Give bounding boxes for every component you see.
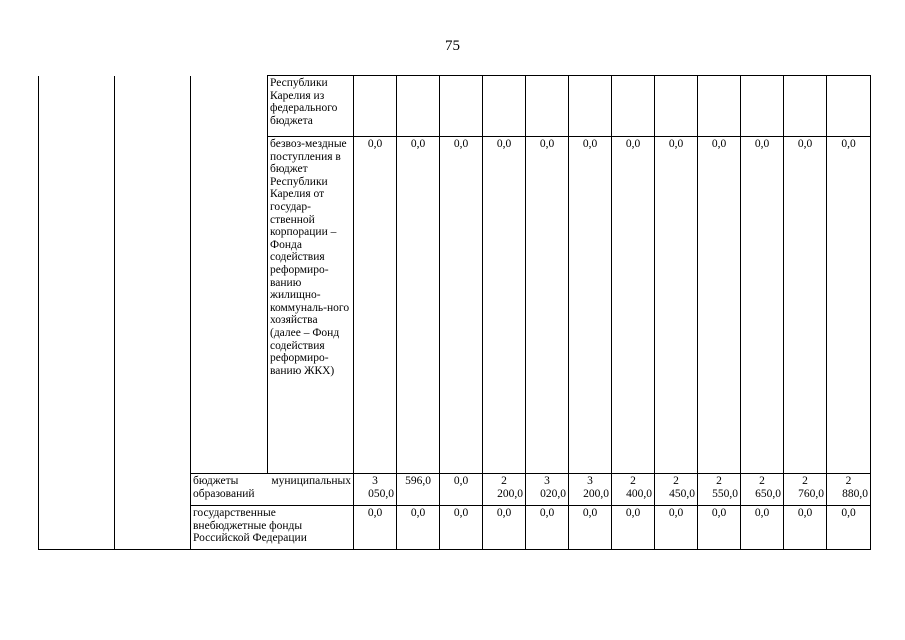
row-label: Республики Карелия из федерального бюджета (268, 76, 354, 137)
split-value (700, 475, 738, 500)
value-part-2: 050,0 (368, 487, 394, 500)
value-cell (397, 76, 440, 137)
value-cell: 0,0 (354, 506, 397, 550)
value-cell: 0,0 (741, 506, 784, 550)
value-cell: 0,0 (440, 506, 483, 550)
split-value (829, 475, 868, 500)
value-part-1: 2 (845, 475, 852, 487)
value-part-2: 650,0 (755, 487, 781, 500)
split-value (743, 475, 781, 500)
value-part-1: 2 (673, 475, 679, 487)
value-cell (655, 76, 698, 137)
value-cell: 0,0 (569, 137, 612, 474)
row-label: безвоз-мездные поступления в бюджет Республики Карелия от государ-ственной корпорации – Фонда содействия реформиро-ванию жилищно-коммуналь-ного хозяйства (далее – Фонд содействия реформиро-ванию ЖКХ) (268, 137, 354, 474)
value-cell: 0,0 (612, 506, 655, 550)
value-part-1: 2 (630, 475, 636, 487)
value-cell (655, 474, 698, 506)
budget-table (38, 75, 871, 550)
value-cell: 0,0 (655, 137, 698, 474)
row-label: государственные внебюджетные фонды Российской Федерации (191, 506, 354, 550)
value-cell: 0,0 (827, 506, 871, 550)
value-cell (698, 474, 741, 506)
value-part-2: 200,0 (497, 487, 523, 500)
value-cell (827, 474, 871, 506)
value-cell: 0,0 (483, 506, 526, 550)
value-cell (483, 474, 526, 506)
value-part-1: 3 (544, 475, 550, 487)
row-label: бюджеты муниципальных образований (191, 474, 354, 506)
split-value (528, 475, 566, 500)
blank-cell (39, 76, 115, 550)
value-cell: 0,0 (397, 137, 440, 474)
split-value (356, 475, 394, 500)
value-cell: 0,0 (655, 506, 698, 550)
value-cell (784, 474, 827, 506)
value-cell (741, 76, 784, 137)
value-cell: 0,0 (526, 506, 569, 550)
split-value (614, 475, 652, 500)
value-cell (784, 76, 827, 137)
value-part-2: 760,0 (798, 487, 824, 500)
value-cell (827, 76, 871, 137)
page-number: 75 (445, 38, 460, 54)
value-cell: 0,0 (784, 506, 827, 550)
value-cell (526, 76, 569, 137)
value-cell: 0,0 (827, 137, 871, 474)
value-cell (612, 76, 655, 137)
value-cell (569, 474, 612, 506)
value-part-2: 550,0 (712, 487, 738, 500)
value-cell: 0,0 (612, 137, 655, 474)
value-cell (569, 76, 612, 137)
value-cell (354, 76, 397, 137)
table-row (39, 76, 871, 137)
value-cell: 0,0 (569, 506, 612, 550)
value-cell: 0,0 (354, 137, 397, 474)
value-part-1: 2 (501, 475, 507, 487)
blank-cell (191, 76, 268, 474)
value-cell: 0,0 (440, 137, 483, 474)
value-cell: 0,0 (784, 137, 827, 474)
value-part-1: 2 (759, 475, 765, 487)
value-part-1: 2 (716, 475, 722, 487)
value-part-2: 880,0 (842, 487, 868, 500)
value-part-2: 020,0 (540, 487, 566, 500)
value-cell: 596,0 (397, 474, 440, 506)
value-part-2: 450,0 (669, 487, 695, 500)
value-cell: 0,0 (526, 137, 569, 474)
value-cell: 0,0 (440, 474, 483, 506)
blank-cell (115, 76, 191, 550)
value-part-1: 3 (372, 475, 378, 487)
value-cell (354, 474, 397, 506)
value-part-1: 3 (587, 475, 593, 487)
value-cell (741, 474, 784, 506)
split-value (485, 475, 523, 500)
value-part-2: 200,0 (583, 487, 609, 500)
split-value (786, 475, 824, 500)
value-cell: 0,0 (698, 506, 741, 550)
split-value (571, 475, 609, 500)
value-cell (483, 76, 526, 137)
value-cell (612, 474, 655, 506)
value-cell (440, 76, 483, 137)
value-part-2: 400,0 (626, 487, 652, 500)
value-cell: 0,0 (397, 506, 440, 550)
value-cell (698, 76, 741, 137)
value-cell: 0,0 (483, 137, 526, 474)
value-part-1: 2 (802, 475, 808, 487)
value-cell (526, 474, 569, 506)
split-value (657, 475, 695, 500)
value-cell: 0,0 (741, 137, 784, 474)
value-cell: 0,0 (698, 137, 741, 474)
